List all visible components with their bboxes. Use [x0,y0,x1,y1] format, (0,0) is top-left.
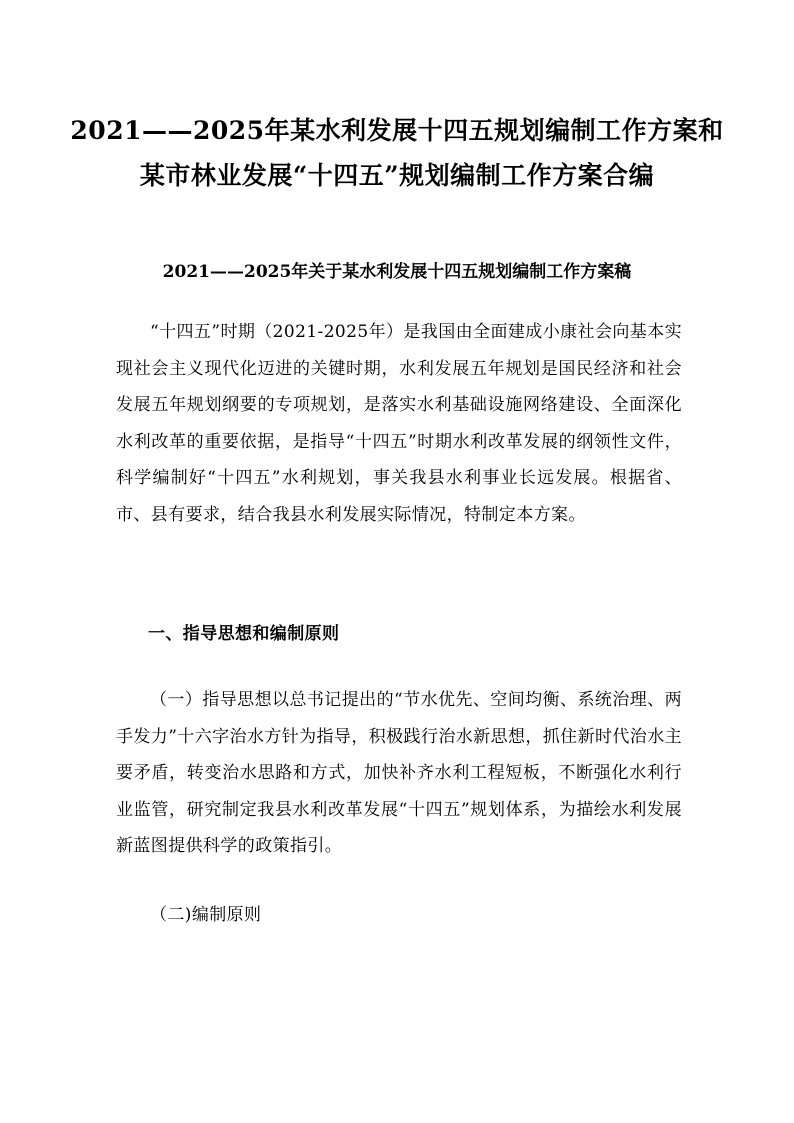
guiding-thought-paragraph: （一）指导思想以总书记提出的“节水优先、空间均衡、系统治理、两手发力”十六字治水方针为指导，积极践行治水新思想，抓住新时代治水主要矛盾，转变治水思路和方式，加快补齐水利工程短板，不断强化水利行业监管，研究制定我县水利改革发展“十四五”规划体系，为描绘水利发展新蓝图提供科学的政策指引。 [116,690,682,856]
document-main-title: 2021——2025年某水利发展十四五规划编制工作方案和某市林业发展“十四五”规划编制工作方案合编 [70,116,724,190]
section-heading-guiding-principles: 一、指导思想和编制原则 [148,624,340,644]
intro-paragraph: “十四五”时期（2021-2025年）是我国由全面建成小康社会向基本实现社会主义现代化迈进的关键时期，水利发展五年规划是国民经济和社会发展五年规划纲要的专项规划，是落实水利基础设施网络建设、全面深化水利改革的重要依据，是指导“十四五”时期水利改革发展的纲领性文件，科学编制好“十四五”水利规划，事关我县水利事业长远发展。根据省、市、县有要求，结合我县水利发展实际情况，特制定本方案。 [116,322,682,525]
document-sub-title: 2021——2025年关于某水利发展十四五规划编制工作方案稿 [162,262,632,282]
subsection-heading-compilation-principles: （二)编制原则 [150,905,262,925]
